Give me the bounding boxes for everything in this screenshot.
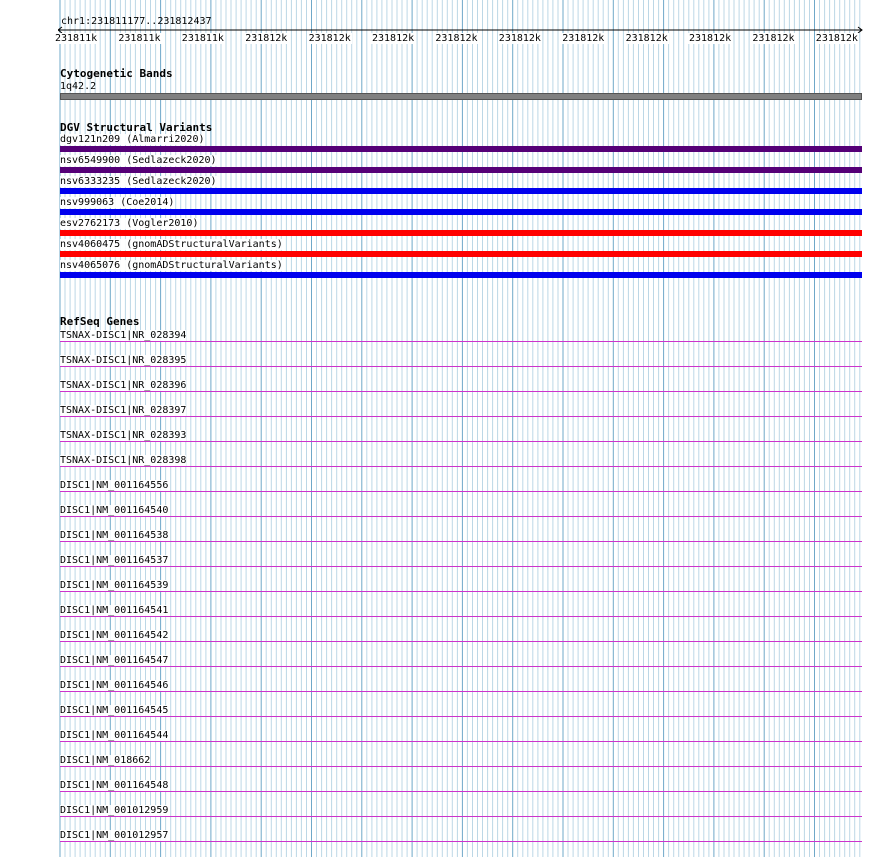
- dgv-variant-bar[interactable]: [60, 188, 862, 194]
- gene-row[interactable]: [60, 730, 862, 742]
- dgv-variant-label[interactable]: esv2762173 (Vogler2010): [60, 218, 199, 229]
- dgv-track-title: DGV Structural Variants: [60, 121, 213, 134]
- ruler-tick-label: 231812k: [372, 33, 415, 44]
- gene-label[interactable]: DISC1|NM_001164547: [60, 655, 169, 666]
- gene-label[interactable]: TSNAX-DISC1|NR_028395: [60, 355, 187, 366]
- gene-row[interactable]: [60, 380, 862, 392]
- dgv-variant-bar[interactable]: [60, 167, 862, 173]
- ruler-tick-label: 231812k: [435, 33, 478, 44]
- gene-intron-line: [60, 466, 862, 467]
- gene-label[interactable]: DISC1|NM_001012959: [60, 805, 169, 816]
- gene-intron-line: [60, 366, 862, 367]
- dgv-variant-bar[interactable]: [60, 146, 862, 152]
- dgv-variant-label[interactable]: nsv4065076 (gnomADStructuralVariants): [60, 260, 283, 271]
- gene-row[interactable]: [60, 780, 862, 792]
- ruler-tick-label: 231812k: [308, 33, 351, 44]
- gene-label[interactable]: DISC1|NM_001164546: [60, 680, 169, 691]
- gene-row[interactable]: [60, 530, 862, 542]
- dgv-variant-label[interactable]: nsv999063 (Coe2014): [60, 197, 175, 208]
- gene-row[interactable]: [60, 655, 862, 667]
- gene-label[interactable]: TSNAX-DISC1|NR_028396: [60, 380, 187, 391]
- gene-intron-line: [60, 766, 862, 767]
- gene-intron-line: [60, 341, 862, 342]
- gene-intron-line: [60, 641, 862, 642]
- gene-row[interactable]: [60, 755, 862, 767]
- gene-row[interactable]: [60, 555, 862, 567]
- gene-row[interactable]: [60, 680, 862, 692]
- gene-row[interactable]: [60, 505, 862, 517]
- gene-row[interactable]: [60, 605, 862, 617]
- dgv-variant-bar[interactable]: [60, 251, 862, 257]
- gene-row[interactable]: [60, 830, 862, 842]
- gene-intron-line: [60, 566, 862, 567]
- ruler-tick-label: 231811k: [118, 33, 161, 44]
- gene-row[interactable]: [60, 405, 862, 417]
- gene-intron-line: [60, 516, 862, 517]
- dgv-variant-bar[interactable]: [60, 272, 862, 278]
- ruler-tick-label: 231812k: [562, 33, 605, 44]
- gene-row[interactable]: [60, 630, 862, 642]
- gene-intron-line: [60, 716, 862, 717]
- gene-label[interactable]: DISC1|NM_001164540: [60, 505, 169, 516]
- gene-label[interactable]: TSNAX-DISC1|NR_028397: [60, 405, 187, 416]
- gene-intron-line: [60, 416, 862, 417]
- gene-label[interactable]: DISC1|NM_001164538: [60, 530, 169, 541]
- dgv-variant-label[interactable]: nsv6549900 (Sedlazeck2020): [60, 155, 217, 166]
- gene-row[interactable]: [60, 480, 862, 492]
- gene-label[interactable]: DISC1|NM_001164541: [60, 605, 169, 616]
- gene-row[interactable]: [60, 705, 862, 717]
- gene-label[interactable]: DISC1|NM_001012957: [60, 830, 169, 841]
- gene-row[interactable]: [60, 455, 862, 467]
- ruler-tick-label: 231812k: [752, 33, 795, 44]
- dgv-variant-bar[interactable]: [60, 230, 862, 236]
- gene-intron-line: [60, 391, 862, 392]
- ruler-tick-label: 231812k: [625, 33, 668, 44]
- cytoband-label: 1q42.2: [60, 81, 97, 92]
- gene-label[interactable]: DISC1|NM_001164548: [60, 780, 169, 791]
- gene-label[interactable]: DISC1|NM_001164537: [60, 555, 169, 566]
- ruler-tick-label: 231812k: [245, 33, 288, 44]
- dgv-variant-label[interactable]: nsv4060475 (gnomADStructuralVariants): [60, 239, 283, 250]
- gene-intron-line: [60, 841, 862, 842]
- gene-intron-line: [60, 666, 862, 667]
- location-label: chr1:231811177..231812437: [61, 16, 212, 27]
- gene-label[interactable]: DISC1|NM_001164556: [60, 480, 169, 491]
- ruler-tick-label: 231812k: [815, 33, 858, 44]
- gene-intron-line: [60, 591, 862, 592]
- ruler-tick-label: 231812k: [689, 33, 732, 44]
- gene-label[interactable]: DISC1|NM_001164544: [60, 730, 169, 741]
- dgv-variant-label[interactable]: dgv121n209 (Almarri2020): [60, 134, 205, 145]
- gene-intron-line: [60, 616, 862, 617]
- gene-row[interactable]: [60, 430, 862, 442]
- cytobands-track-title: Cytogenetic Bands: [60, 67, 173, 80]
- gene-intron-line: [60, 691, 862, 692]
- ruler-tick-label: 231811k: [181, 33, 224, 44]
- gene-row[interactable]: [60, 330, 862, 342]
- gene-label[interactable]: DISC1|NM_001164539: [60, 580, 169, 591]
- refseq-track-title: RefSeq Genes: [60, 315, 140, 328]
- gene-intron-line: [60, 491, 862, 492]
- gene-label[interactable]: DISC1|NM_001164545: [60, 705, 169, 716]
- dgv-variant-bar[interactable]: [60, 209, 862, 215]
- dgv-variant-label[interactable]: nsv6333235 (Sedlazeck2020): [60, 176, 217, 187]
- gene-row[interactable]: [60, 580, 862, 592]
- gene-label[interactable]: TSNAX-DISC1|NR_028398: [60, 455, 187, 466]
- gene-intron-line: [60, 816, 862, 817]
- ruler-tick-label: 231811k: [55, 33, 98, 44]
- gene-row[interactable]: [60, 805, 862, 817]
- gene-intron-line: [60, 741, 862, 742]
- gene-intron-line: [60, 791, 862, 792]
- gene-intron-line: [60, 441, 862, 442]
- gene-intron-line: [60, 541, 862, 542]
- gene-label[interactable]: DISC1|NM_018662: [60, 755, 151, 766]
- gene-row[interactable]: [60, 355, 862, 367]
- gene-label[interactable]: DISC1|NM_001164542: [60, 630, 169, 641]
- gene-label[interactable]: TSNAX-DISC1|NR_028394: [60, 330, 187, 341]
- ruler-tick-label: 231812k: [498, 33, 541, 44]
- gene-label[interactable]: TSNAX-DISC1|NR_028393: [60, 430, 187, 441]
- cytoband-bar[interactable]: [60, 93, 862, 100]
